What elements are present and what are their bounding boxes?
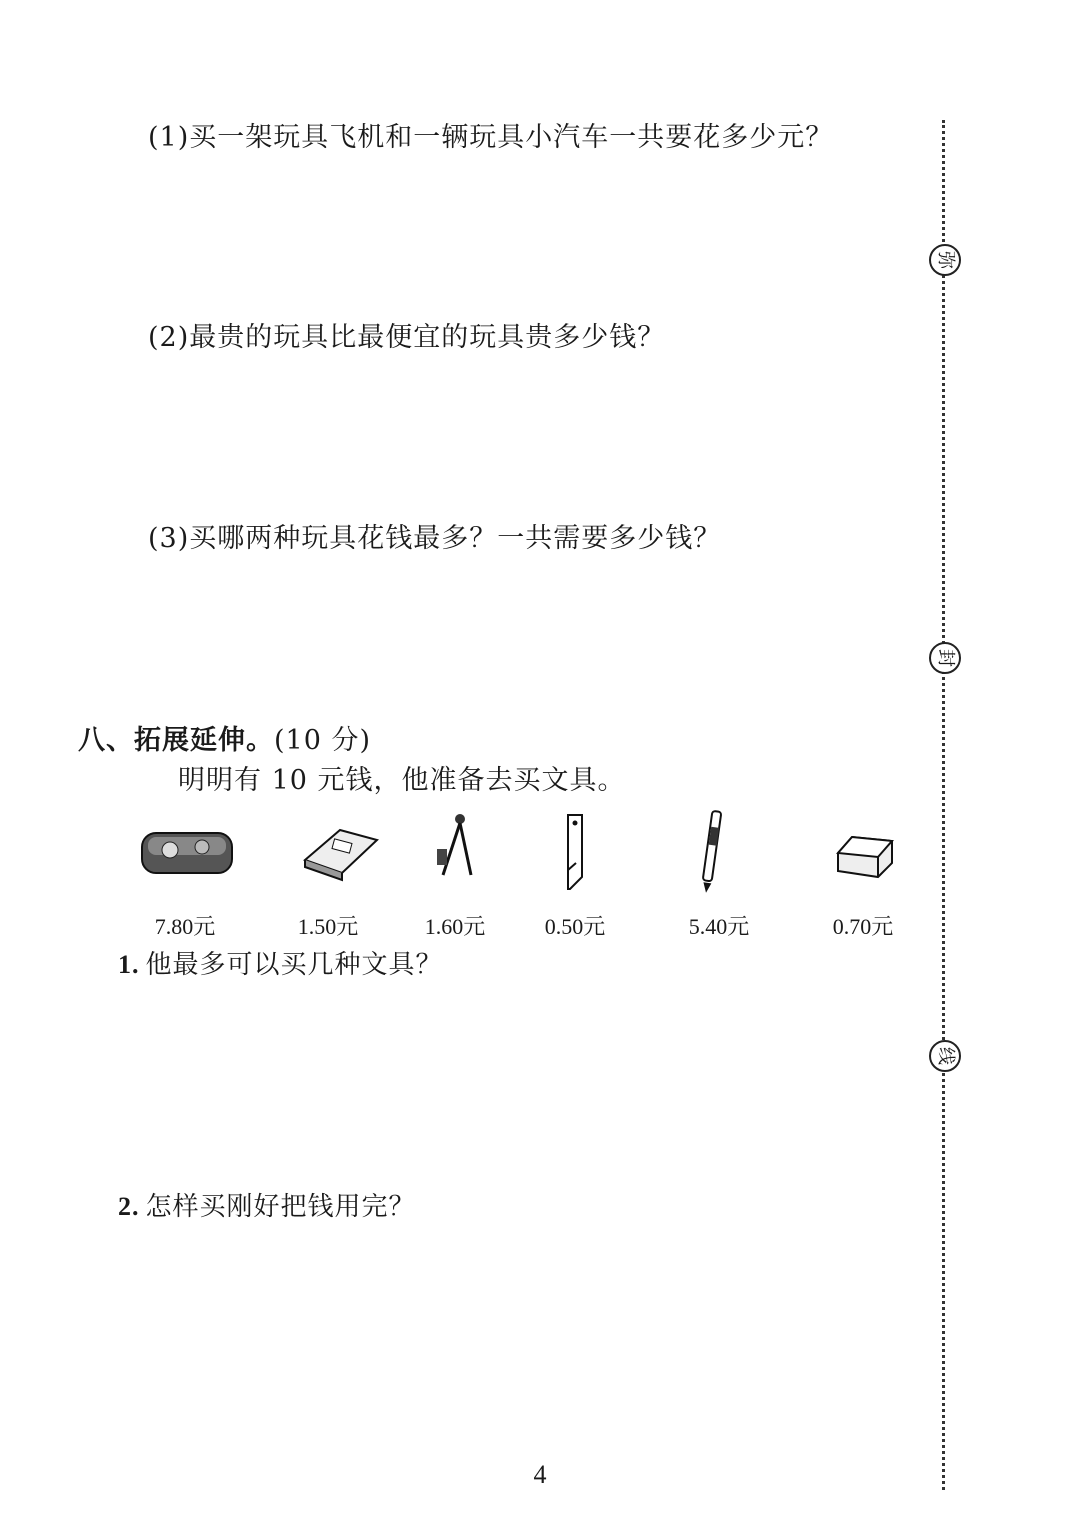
section-score: (10 分) bbox=[274, 725, 372, 756]
pencil-case-icon bbox=[132, 805, 242, 895]
sub-question-number: 1. bbox=[118, 950, 140, 979]
sub-question-text: 他最多可以买几种文具？ bbox=[145, 950, 443, 980]
ruler-icon bbox=[520, 805, 630, 895]
section-header bbox=[78, 718, 371, 757]
binding-line bbox=[926, 120, 960, 1490]
price-pen: 5.40元 bbox=[688, 914, 750, 939]
binding-mark: 封 bbox=[929, 642, 961, 674]
pen-icon bbox=[655, 805, 765, 895]
price-eraser: 0.70元 bbox=[832, 914, 894, 939]
eraser-icon bbox=[810, 805, 920, 895]
binding-mark: 线 bbox=[929, 1040, 961, 1072]
section-title: 八、拓展延伸。 bbox=[78, 725, 274, 756]
section-intro: 明明有 10 元钱，他准备去买文具。 bbox=[178, 765, 626, 796]
question-2: (2)最贵的玩具比最便宜的玩具贵多少钱？ bbox=[148, 322, 666, 353]
price-notebook: 1.50元 bbox=[297, 914, 359, 939]
notebook-icon bbox=[285, 805, 395, 895]
price-ruler: 0.50元 bbox=[544, 914, 606, 939]
sub-question-text: 怎样买刚好把钱用完？ bbox=[145, 1192, 416, 1222]
dotted-line bbox=[942, 120, 945, 1490]
price-compass: 1.60元 bbox=[424, 914, 486, 939]
compass-icon bbox=[405, 805, 515, 895]
sub-question-2 bbox=[118, 1186, 416, 1223]
sub-question-1 bbox=[118, 944, 443, 981]
question-1: (1)买一架玩具飞机和一辆玩具小汽车一共要花多少元？ bbox=[148, 122, 834, 153]
binding-mark: 弥 bbox=[929, 244, 961, 276]
question-3: (3)买哪两种玩具花钱最多？一共需要多少钱？ bbox=[148, 523, 722, 554]
sub-question-number: 2. bbox=[118, 1192, 140, 1221]
price-pencil-case: 7.80元 bbox=[154, 914, 216, 939]
page-number: 4 bbox=[533, 1460, 547, 1489]
